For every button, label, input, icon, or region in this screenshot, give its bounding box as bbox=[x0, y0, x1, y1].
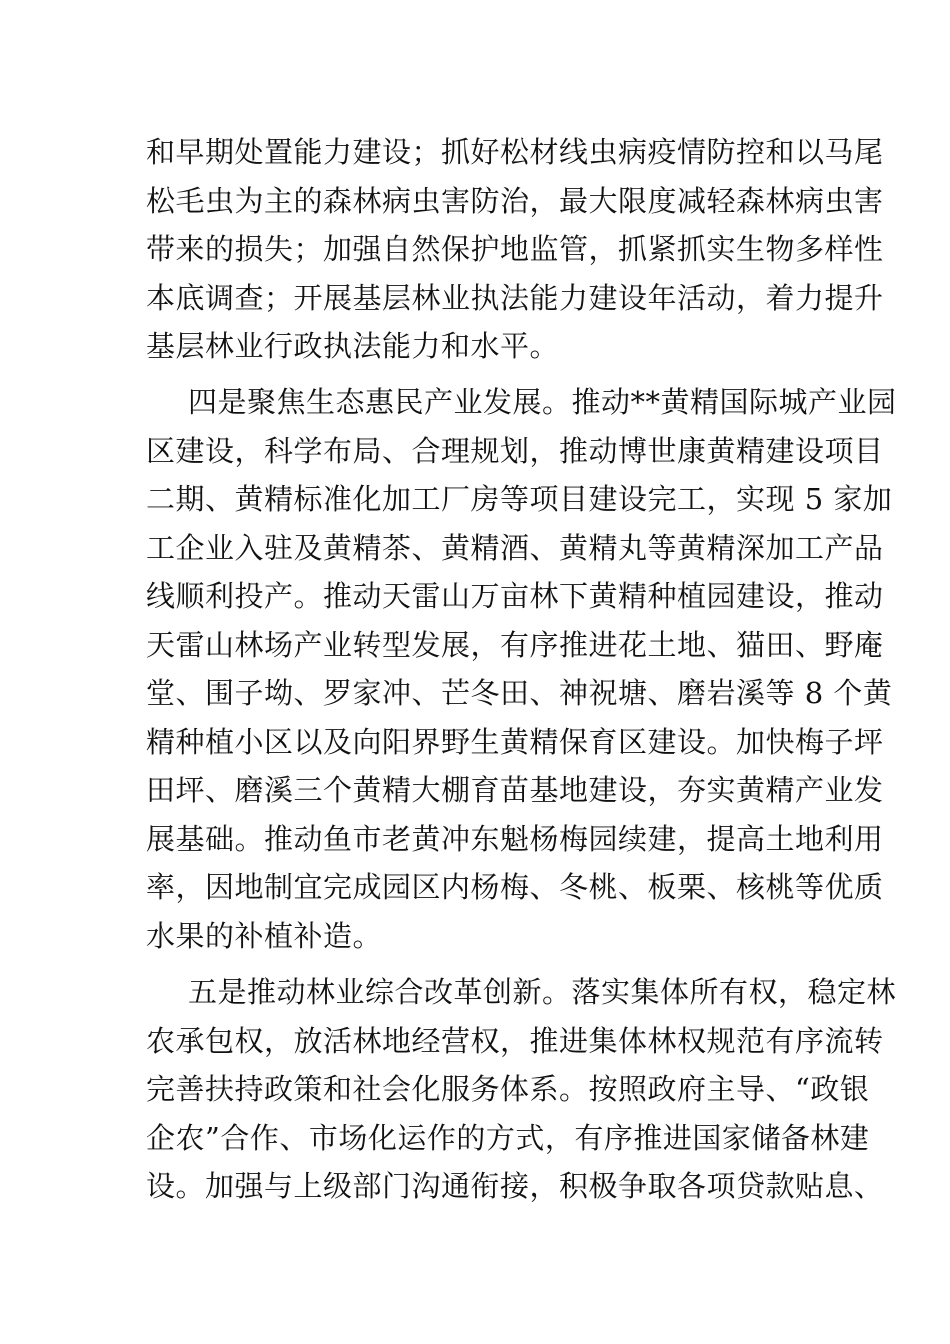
paragraph-forestry-reform bbox=[146, 968, 897, 1211]
text-line: 工企业入驻及黄精茶、黄精酒、黄精丸等黄精深加工产品 bbox=[146, 530, 884, 565]
text-line: 农承包权，放活林地经营权，推进集体林权规范有序流转 bbox=[146, 1023, 884, 1058]
text-line: 天雷山林场产业转型发展，有序推进花土地、猫田、野庵 bbox=[146, 627, 884, 662]
text-line: 线顺利投产。推动天雷山万亩林下黄精种植园建设，推动 bbox=[146, 579, 884, 613]
text-line: 精种植小区以及向阳界野生黄精保育区建设。加快梅子坪 bbox=[146, 724, 884, 759]
text-line: 田坪、磨溪三个黄精大棚育苗基地建设，夯实黄精产业发 bbox=[146, 773, 884, 807]
text-line: 企农”合作、市场化运作的方式，有序推进国家储备林建 bbox=[146, 1120, 870, 1155]
paragraph-eco-industry bbox=[146, 378, 897, 960]
paragraph-forest-protection bbox=[146, 128, 884, 371]
text-line: 展基础。推动鱼市老黄冲东魁杨梅园续建，提高土地利用 bbox=[146, 821, 884, 856]
text-line: 率，因地制宜完成园区内杨梅、冬桃、板栗、核桃等优质 bbox=[146, 870, 884, 904]
text-line: 带来的损失；加强自然保护地监管，抓紧抓实生物多样性 bbox=[146, 232, 884, 266]
text-line: 基层林业行政执法能力和水平。 bbox=[146, 329, 560, 363]
text-line: 本底调查；开展基层林业执法能力建设年活动，着力提升 bbox=[146, 280, 884, 315]
text-line: 二期、黄精标准化加工厂房等项目建设完工，实现 5 家加 bbox=[146, 482, 893, 516]
text-line: 完善扶持政策和社会化服务体系。按照政府主导、“政银 bbox=[146, 1072, 870, 1106]
text-line: 区建设，科学布局、合理规划，推动博世康黄精建设项目 bbox=[146, 433, 884, 468]
text-line: 堂、围子坳、罗家冲、芒冬田、神祝塘、磨岩溪等 8 个黄 bbox=[146, 676, 893, 710]
text-line: 四是聚焦生态惠民产业发展。推动**黄精国际城产业园 bbox=[188, 385, 897, 419]
text-line: 松毛虫为主的森林病虫害防治，最大限度减轻森林病虫害 bbox=[146, 183, 884, 218]
text-line: 设。加强与上级部门沟通衔接，积极争取各项贷款贴息、 bbox=[146, 1169, 884, 1203]
text-line: 五是推动林业综合改革创新。落实集体所有权，稳定林 bbox=[188, 975, 897, 1009]
text-line: 水果的补植补造。 bbox=[146, 918, 383, 953]
text-line: 和早期处置能力建设；抓好松材线虫病疫情防控和以马尾 bbox=[146, 135, 884, 169]
